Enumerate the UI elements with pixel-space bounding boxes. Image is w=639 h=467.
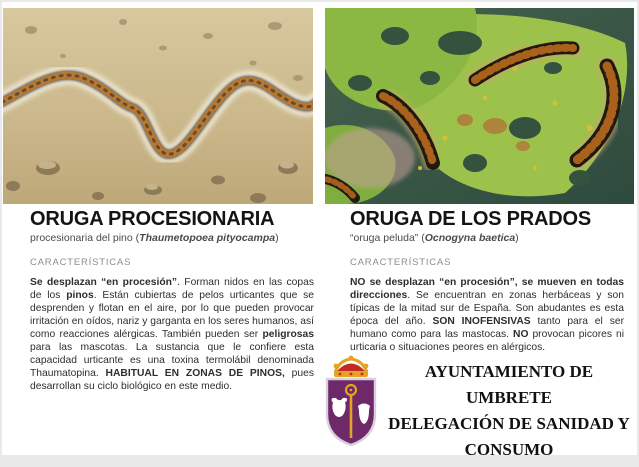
flyer-page	[2, 2, 637, 459]
org-line-1: AYUNTAMIENTO DE UMBRETE	[424, 362, 594, 407]
photo-processionary-caterpillars	[3, 8, 313, 204]
right-panel	[350, 208, 624, 354]
right-body-text: NO se desplazan “en procesión”, se mueven en todas direcciones. Se encuentran en zonas herbáceas y son típicas de la mitad sur de España. Son abudantes es esta época del año. SON INOFENSIVAS tanto para el ser humano como para las mastocas. NO provocan picores ni urticaria o situaciones peores en alérgicos.	[350, 277, 624, 353]
right-section-label: CARACTERÍSTICAS	[350, 257, 452, 268]
right-scientific-name: Ocnogyna baetica	[424, 232, 516, 244]
left-title: ORUGA PROCESIONARIA	[30, 208, 275, 230]
left-subtitle: procesionaria del pino (Thaumetopoea pityocampa)	[30, 232, 279, 244]
footer-credits	[320, 354, 636, 459]
umbrete-coat-of-arms	[320, 354, 382, 450]
sand-caterpillar-illustration	[3, 8, 313, 204]
leaf-caterpillar-illustration	[325, 8, 634, 204]
left-scientific-name: Thaumetopoea pityocampa	[139, 232, 276, 244]
left-section-label: CARACTERÍSTICAS	[30, 257, 132, 268]
organization-text	[382, 359, 636, 463]
left-body-text: Se desplazan “en procesión”. Forman nidos en las copas de los pinos. Están cubiertas de pelos urticantes que se desprenden y flotan en el aire, por lo que pueden provocar irritación en oídos, nariz y garganta en los seres humanos, así como reacciones alérgicas. También pueden ser peligrosas para las mascotas. La sustancia que le confiere esta capacidad urticante es una toxina termolábil denominada Thaumatopina. HABITUAL EN ZONAS DE PINOS, pues desarrollan su ciclo biológico en este medio.	[30, 277, 315, 392]
org-line-3: CONSUMO	[464, 440, 554, 459]
org-line-2: DELEGACIÓN DE SANIDAD Y	[388, 414, 630, 433]
left-panel	[30, 208, 314, 393]
photo-meadow-caterpillars	[325, 8, 634, 204]
right-subtitle: “oruga peluda” (Ocnogyna baetica)	[350, 232, 519, 244]
right-title: ORUGA DE LOS PRADOS	[350, 208, 592, 230]
